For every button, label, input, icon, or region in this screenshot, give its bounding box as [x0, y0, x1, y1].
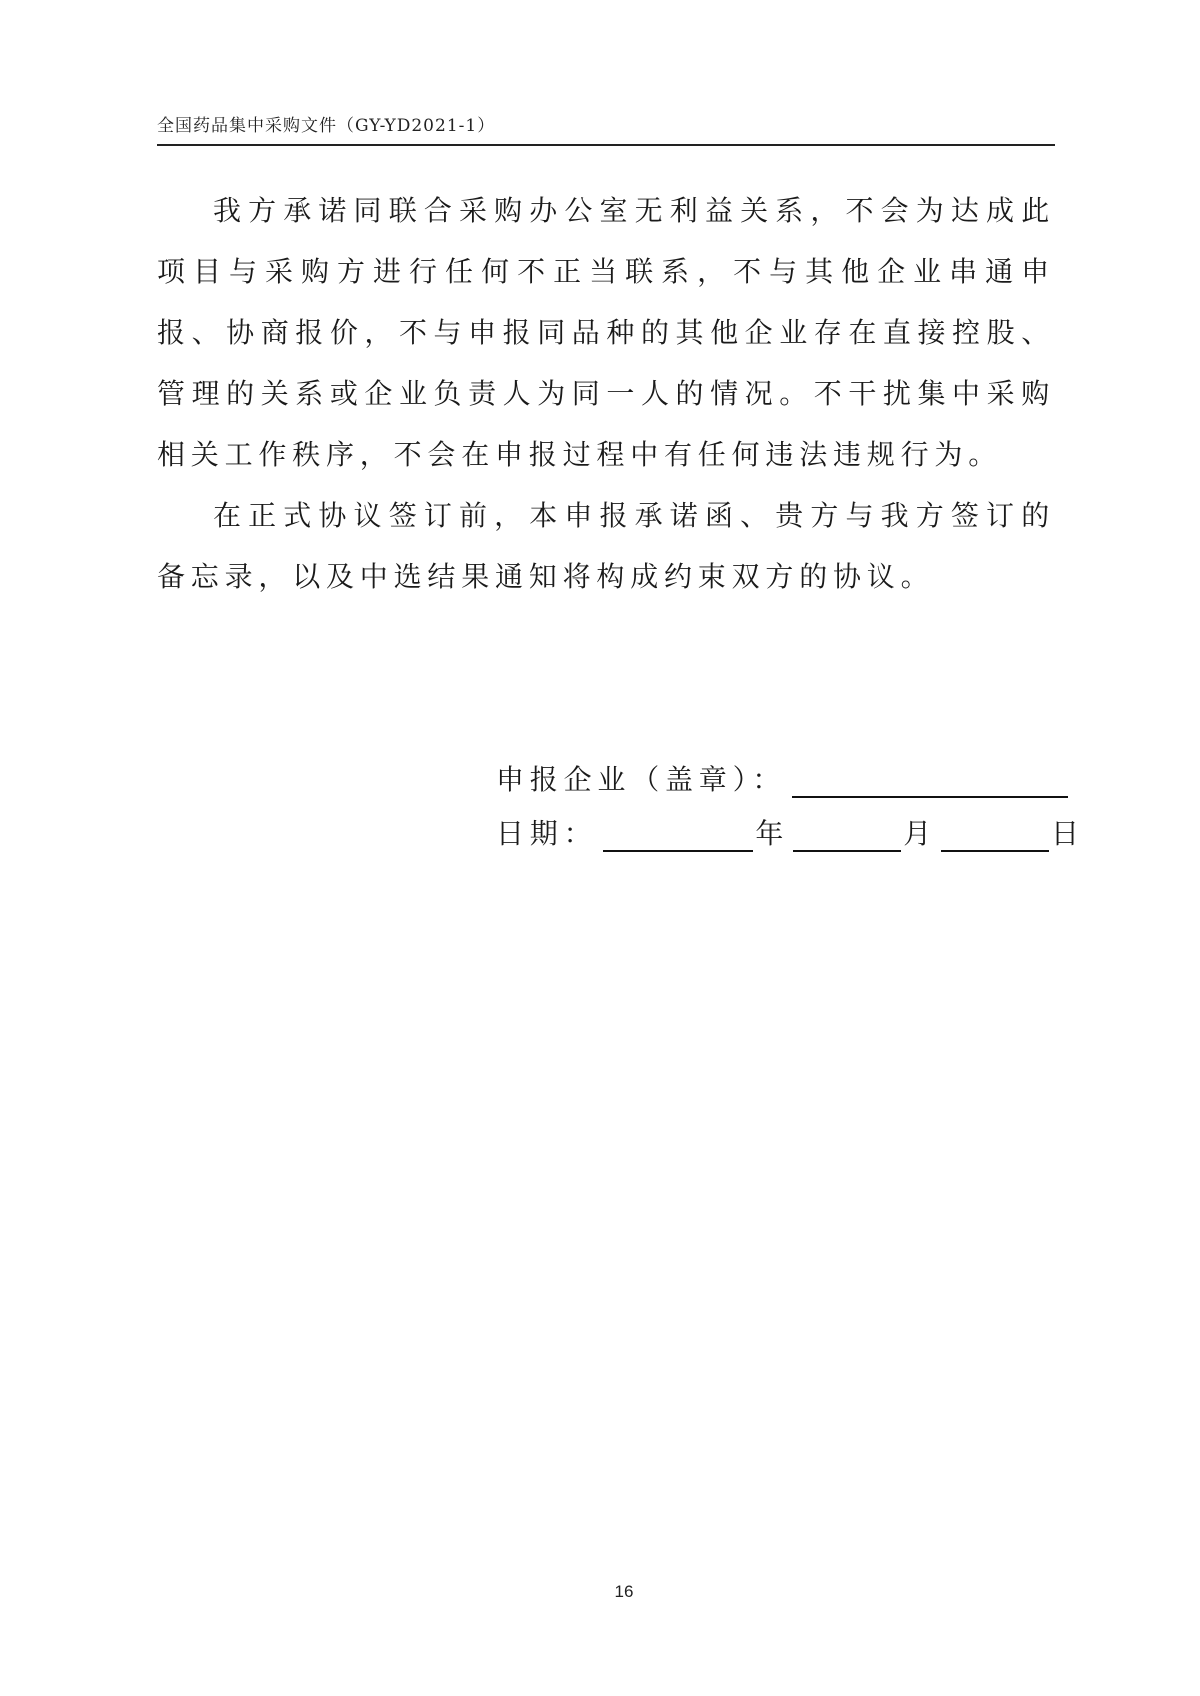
month-blank	[793, 820, 901, 852]
year-blank	[603, 820, 753, 852]
paragraph-commitment: 我方承诺同联合采购办公室无利益关系，不会为达成此项目与采购方进行任何不正当联系，不与其他企业串通申报、协商报价，不与申报同品种的其他企业存在直接控股、管理的关系或企业负责人为同一人的情况。不干扰集中采购相关工作秩序，不会在申报过程中有任何违法违规行为。	[157, 194, 1055, 471]
year-label: 年	[755, 817, 790, 850]
signature-company-row	[496, 758, 1068, 798]
document-body	[157, 180, 1055, 607]
paragraph-agreement: 在正式协议签订前，本申报承诺函、贵方与我方签订的备忘录，以及中选结果通知将构成约束双方的协议。	[157, 499, 1055, 593]
page-number: 16	[614, 1582, 634, 1601]
signature-date-row	[496, 812, 1085, 852]
month-label: 月	[903, 817, 938, 850]
day-label: 日	[1051, 817, 1085, 850]
company-seal-blank	[792, 766, 1068, 798]
header-divider	[157, 144, 1055, 146]
date-label: 日期：	[496, 817, 598, 850]
page-header-title: 全国药品集中采购文件（GY-YD2021-1）	[157, 116, 496, 136]
company-seal-label: 申报企业（盖章）：	[496, 763, 787, 796]
day-blank	[941, 820, 1049, 852]
